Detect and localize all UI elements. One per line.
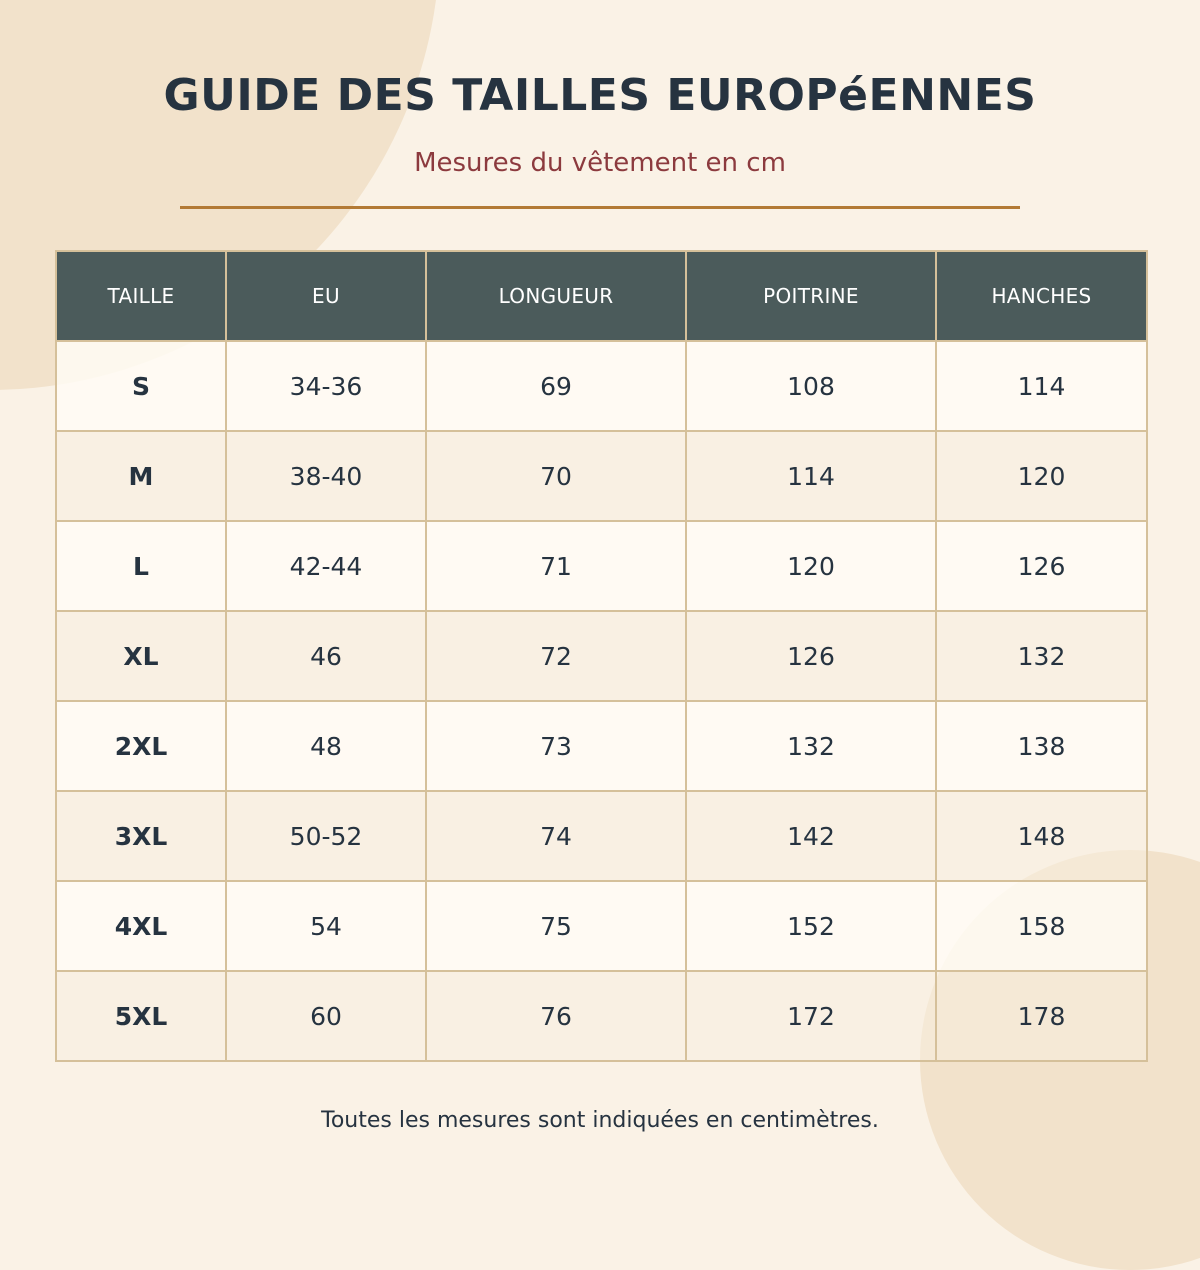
longueur-cell: 69 bbox=[426, 341, 686, 431]
poitrine-cell: 126 bbox=[686, 611, 936, 701]
poitrine-cell: 120 bbox=[686, 521, 936, 611]
footnote: Toutes les mesures sont indiquées en centimètres. bbox=[321, 1108, 879, 1133]
header-hanches: HANCHES bbox=[936, 251, 1147, 341]
longueur-cell: 75 bbox=[426, 881, 686, 971]
poitrine-cell: 172 bbox=[686, 971, 936, 1061]
longueur-cell: 72 bbox=[426, 611, 686, 701]
size-cell: 4XL bbox=[56, 881, 226, 971]
eu-cell: 34-36 bbox=[226, 341, 426, 431]
poitrine-cell: 114 bbox=[686, 431, 936, 521]
longueur-cell: 74 bbox=[426, 791, 686, 881]
table-row bbox=[56, 881, 1147, 971]
size-cell: M bbox=[56, 431, 226, 521]
eu-cell: 48 bbox=[226, 701, 426, 791]
table-row bbox=[56, 341, 1147, 431]
hanches-cell: 178 bbox=[936, 971, 1147, 1061]
eu-cell: 54 bbox=[226, 881, 426, 971]
longueur-cell: 70 bbox=[426, 431, 686, 521]
page-subtitle: Mesures du vêtement en cm bbox=[414, 148, 786, 178]
hanches-cell: 158 bbox=[936, 881, 1147, 971]
hanches-cell: 148 bbox=[936, 791, 1147, 881]
size-cell: 2XL bbox=[56, 701, 226, 791]
poitrine-cell: 132 bbox=[686, 701, 936, 791]
eu-cell: 60 bbox=[226, 971, 426, 1061]
poitrine-cell: 152 bbox=[686, 881, 936, 971]
table-row bbox=[56, 521, 1147, 611]
poitrine-cell: 108 bbox=[686, 341, 936, 431]
table-row bbox=[56, 971, 1147, 1061]
header-poitrine: POITRINE bbox=[686, 251, 936, 341]
poitrine-cell: 142 bbox=[686, 791, 936, 881]
size-cell: S bbox=[56, 341, 226, 431]
hanches-cell: 126 bbox=[936, 521, 1147, 611]
table-row bbox=[56, 791, 1147, 881]
size-table bbox=[55, 250, 1148, 1062]
header-eu: EU bbox=[226, 251, 426, 341]
table-row bbox=[56, 701, 1147, 791]
eu-cell: 46 bbox=[226, 611, 426, 701]
hanches-cell: 138 bbox=[936, 701, 1147, 791]
size-cell: L bbox=[56, 521, 226, 611]
longueur-cell: 73 bbox=[426, 701, 686, 791]
size-cell: 5XL bbox=[56, 971, 226, 1061]
page-title: GUIDE DES TAILLES EUROPéENNES bbox=[163, 70, 1037, 121]
table-row bbox=[56, 611, 1147, 701]
longueur-cell: 76 bbox=[426, 971, 686, 1061]
header-taille: TAILLE bbox=[56, 251, 226, 341]
size-cell: 3XL bbox=[56, 791, 226, 881]
hanches-cell: 114 bbox=[936, 341, 1147, 431]
eu-cell: 42-44 bbox=[226, 521, 426, 611]
header-longueur: LONGUEUR bbox=[426, 251, 686, 341]
hanches-cell: 120 bbox=[936, 431, 1147, 521]
hanches-cell: 132 bbox=[936, 611, 1147, 701]
eu-cell: 50-52 bbox=[226, 791, 426, 881]
longueur-cell: 71 bbox=[426, 521, 686, 611]
table-row bbox=[56, 431, 1147, 521]
eu-cell: 38-40 bbox=[226, 431, 426, 521]
table-header-row bbox=[56, 251, 1147, 341]
size-cell: XL bbox=[56, 611, 226, 701]
title-divider bbox=[180, 206, 1020, 209]
